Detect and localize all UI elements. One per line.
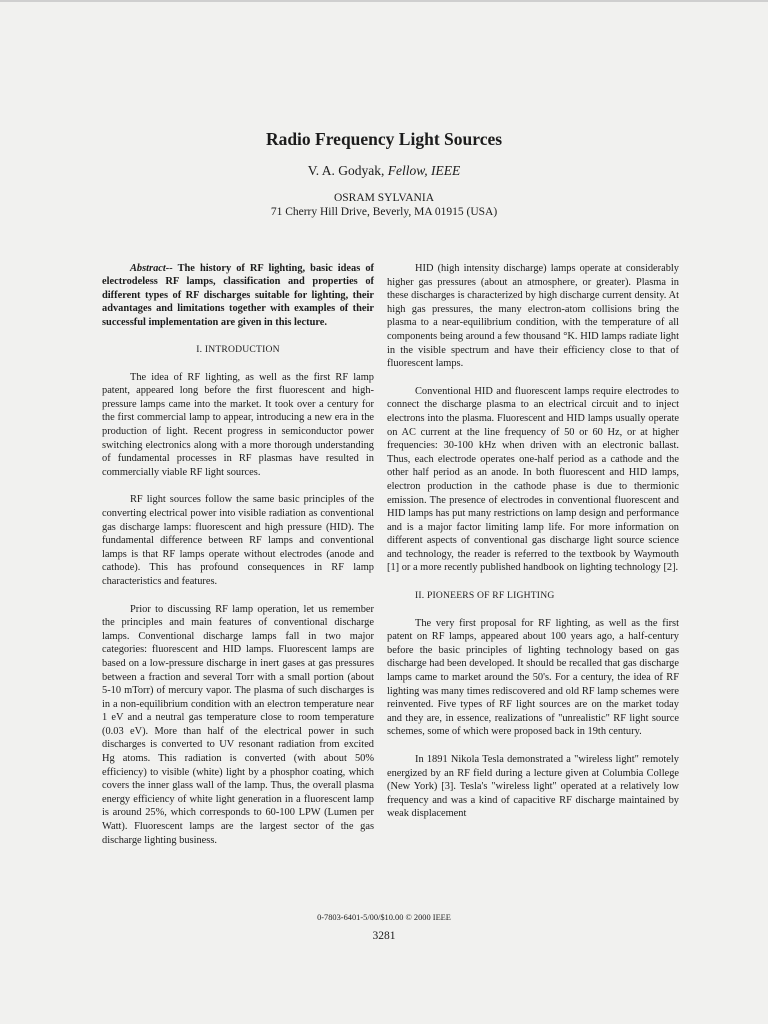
paragraph: HID (high intensity discharge) lamps operate at considerably higher gas pressures (about an atmosphere, or greater). Plasma in these discharges is characterized by high discharge current density. At high gas pressures, the many electron-atom collisions bring the plasma to a near-equilibrium condition, with the temperature of all components being around a few thousand °K. HID lamps radiate light in the visible spectrum and have their efficiency close to that of fluorescent lamps. (387, 263, 679, 370)
copyright-line: 0-7803-6401-5/00/$10.00 © 2000 IEEE (317, 913, 451, 922)
author-role: Fellow, IEEE (387, 163, 461, 178)
paragraph: Conventional HID and fluorescent lamps require electrodes to connect the discharge plasma to an electrical circuit and to inject electrons into the plasma. Fluorescent and HID lamps usually operate on AC current at the line frequency of 50 or 60 Hz, or at higher frequencies: 30-100 kHz when driven with an electronic ballast. Thus, each electrode operates one-half period as a cathode and the other half period as an anode. In both fluorescent and HID lamps, electron production in the cathode phase is due to thermionic emission. The presence of electrodes in conventional fluorescent and HID lamps has put many restrictions on lamp design and performance and is a major factor limiting lamp life. For more information on different aspects of conventional gas discharge light source science and technology, the reader is referred to the textbook by Waymouth [1] or a more recently published handbook on lighting technology [2]. (387, 385, 679, 574)
author-name: V. A. Godyak, (307, 163, 385, 178)
paragraph: In 1891 Nikola Tesla demonstrated a "wireless light" remotely energized by an RF field during a lecture given at Columbia College (New York) [3]. Tesla's "wireless light" operated at a relatively low frequency and was a kind of capacitive RF discharge maintained by weak displacement (387, 754, 679, 820)
paper-authors (0, 162, 768, 180)
left-column (102, 262, 374, 861)
affiliation-address: 71 Cherry Hill Drive, Beverly, MA 01915 (USA) (270, 206, 498, 218)
abstract-label: Abstract-- (130, 263, 173, 274)
paper-header (0, 128, 768, 219)
affiliation (0, 191, 768, 219)
paragraph: The idea of RF lighting, as well as the first RF lamp patent, appeared long before the first fluorescent and high-pressure lamps came into the market. It took over a century for the first commercial lamp to appear, introducing a new era in the production of light. Recent progress in semiconductor power switching electronics along with a more thorough understanding of fundamental processes in RF plasmas have resulted in commercially viable RF light sources. (102, 371, 374, 478)
paragraph: RF light sources follow the same basic principles of the converting electrical power into visible radiation as conventional gas discharge lamps: fluorescent and high pressure (HID). The fundamental difference between RF lamps and conventional lamps is that RF lamps operate without electrodes (anode and cathode). This has profound consequences in RF lamp characteristics and features. (102, 494, 374, 587)
section-heading-pioneers: II. PIONEERS OF RF LIGHTING (415, 590, 555, 602)
page-footer (0, 912, 768, 942)
paragraph: The very first proposal for RF lighting, as well as the first patent on RF lamps, appeared about 100 years ago, a half-century before the basic principles of lighting technology based on gas discharge had been developed. It should be recalled that gas discharge lamps came to market around the 50's. For a century, the idea of RF lighting was many times rediscovered and old RF lamp schemes were reinvented. Five types of RF light sources are on the market today and they are, in essence, realizations of "unrealistic" RF light source schemes, some of which were proposed back in 19th century. (387, 617, 679, 738)
right-column (387, 262, 679, 835)
paragraph: Prior to discussing RF lamp operation, let us remember the principles and main features of conventional discharge lamps. Conventional discharge lamps fall in two major categories: fluorescent and HID lamps. Fluorescent lamps are based on a low-pressure discharge in inert gases at gas pressures between a fraction and several Torr with a small portion (about 5-10 mTorr) of mercury vapor. The plasma of such discharges is in a non-equilibrium condition with an electron temperature near 1 eV and a neutral gas temperature close to room temperature (0.03 eV). More than half of the electrical power in such discharges is converted to UV resonant radiation from excited Hg atoms. This radiation is converted (with about 50% efficiency) to visible (white) light by a phosphor coating, which covers the inner glass wall of the lamp. Thus, the overall plasma energy efficiency of white light generation in a fluorescent lamp is around 25%, which corresponds to 60-100 LPW (Lumen per Watt). Fluorescent lamps are the largest sector of the gas discharge lighting business. (102, 603, 374, 846)
page-top-edge (0, 0, 768, 2)
abstract (102, 262, 374, 329)
abstract-text: The history of RF lighting, basic ideas of electrodeless RF lamps, classification and properties of different types of RF discharges suitable for lighting, their advantages and limitations together with examples of their successful implementation are given in this lecture. (102, 263, 374, 328)
affiliation-org: OSRAM SYLVANIA (333, 192, 434, 204)
section-heading-introduction: I. INTRODUCTION (196, 344, 280, 356)
paper-title: Radio Frequency Light Sources (265, 129, 503, 149)
page-number: 3281 (372, 930, 396, 942)
